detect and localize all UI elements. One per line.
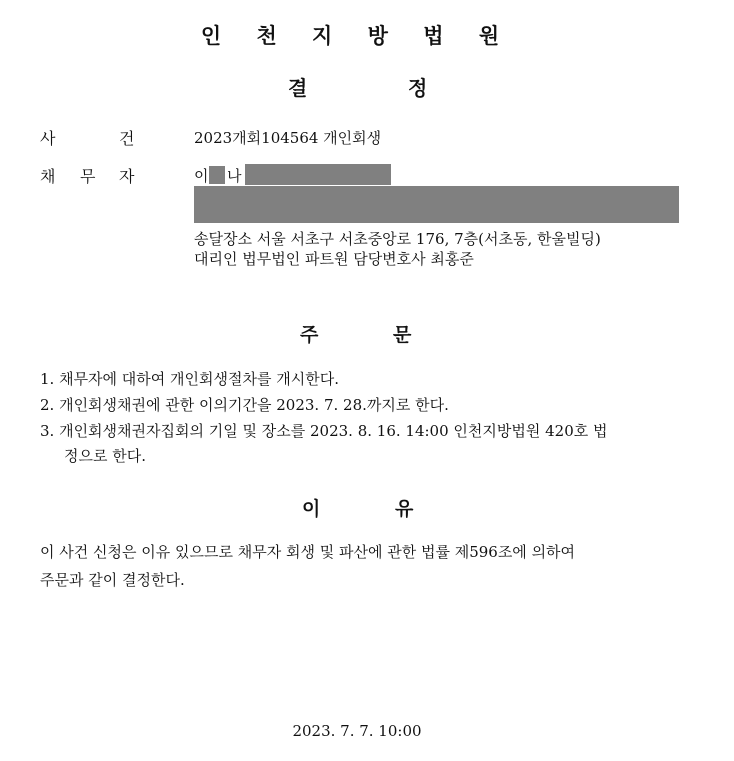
order-item-1: 1. 채무자에 대하여 개인회생절차를 개시한다.	[40, 370, 339, 388]
debtor-label-b: 무	[80, 167, 96, 186]
reason-heading-left: 이	[302, 498, 321, 520]
order-item-2: 2. 개인회생채권에 관한 이의기간을 2023. 7. 28.까지로 한다.	[40, 396, 449, 414]
agent-line: 대리인 법무법인 파트원 담당변호사 최홍준	[194, 250, 474, 268]
reason-line-1: 이 사건 신청은 이유 있으므로 채무자 회생 및 파산에 관한 법률 제596조에 의하여	[40, 543, 576, 561]
debtor-name-mid: 나	[227, 167, 242, 185]
debtor-name-start: 이	[194, 167, 209, 185]
decision-date: 2023. 7. 7. 10:00	[292, 722, 422, 740]
redaction-block-name-rest	[245, 164, 391, 185]
service-address: 송달장소 서울 서초구 서초중앙로 176, 7층(서초동, 한울빌딩)	[194, 230, 601, 248]
redaction-block-name	[209, 166, 225, 184]
doc-type-right: 정	[408, 76, 428, 100]
case-number: 2023개회104564 개인회생	[194, 129, 382, 147]
order-heading-left: 주	[300, 324, 319, 346]
doc-type-left: 결	[288, 76, 308, 100]
order-item-3: 3. 개인회생채권자집회의 기일 및 장소를 2023. 8. 16. 14:00 인천지방법원 420호 법	[40, 422, 608, 440]
debtor-label-c: 자	[119, 167, 135, 186]
reason-line-2: 주문과 같이 결정한다.	[40, 571, 185, 589]
case-label-a: 사	[40, 129, 56, 148]
order-heading-right: 문	[393, 324, 412, 346]
redaction-block-address	[194, 186, 679, 223]
reason-heading-right: 유	[395, 498, 414, 520]
debtor-label-a: 채	[40, 167, 56, 186]
case-label-b: 건	[119, 129, 135, 148]
order-item-3-cont: 정으로 한다.	[64, 447, 146, 465]
court-title: 인 천 지 방 법 원	[200, 24, 514, 48]
